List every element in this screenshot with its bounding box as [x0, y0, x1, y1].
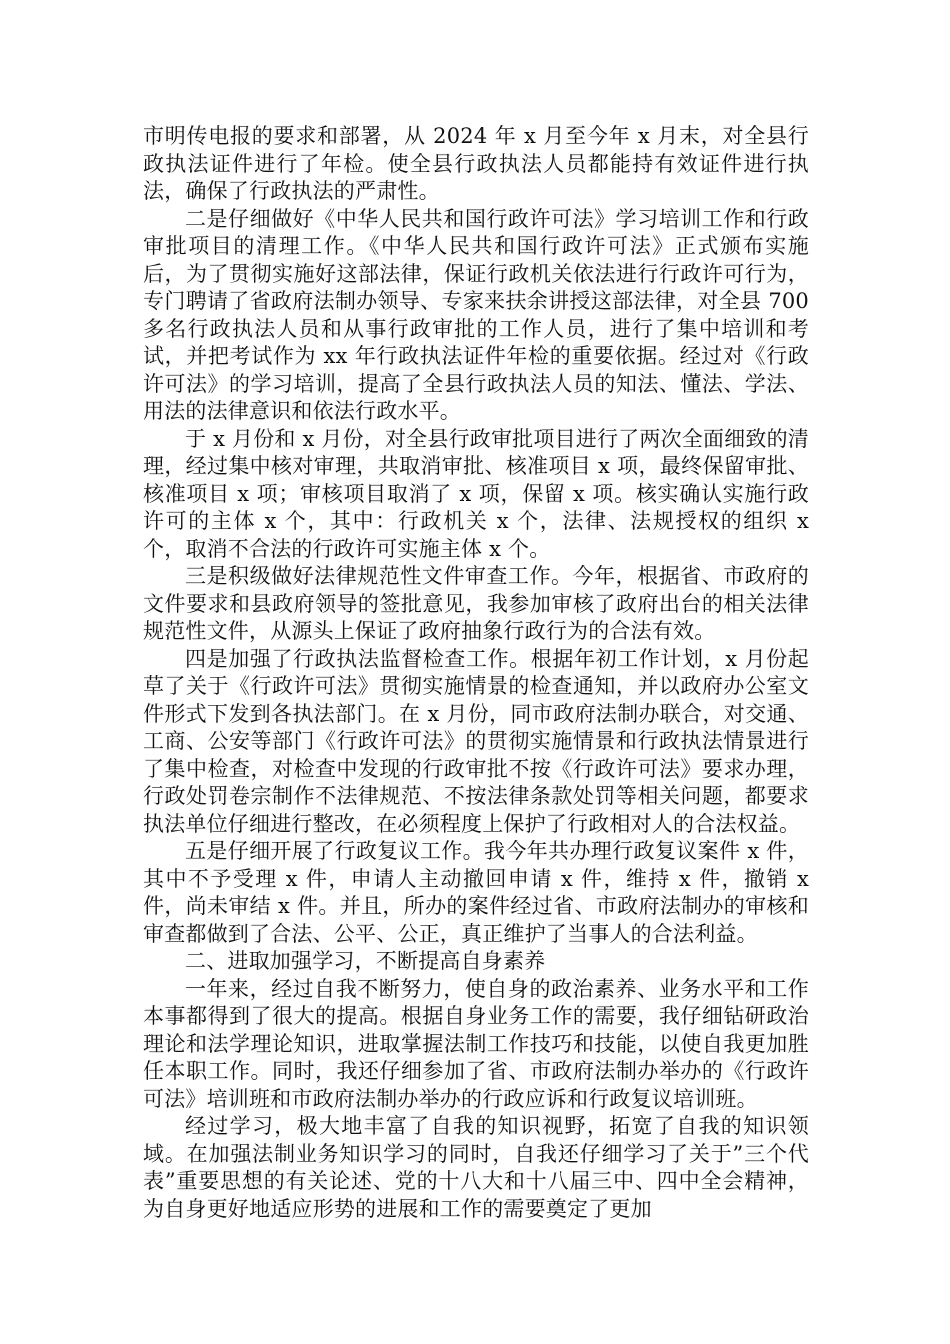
section-heading-study: 二、进取加强学习，不断提高自身素养 [185, 949, 546, 973]
paragraph-continuation: 市明传电报的要求和部署，从 2024 年 x 月至今年 x 月末，对全县行政执法证件进行了年检。使全县行政执法人员都能持有效证件进行执法，确保了行政执法的严肃性。 [143, 124, 809, 203]
paragraph-knowledge-expansion: 经过学习，极大地丰富了自我的知识视野，拓宽了自我的知识领域。在加强法制业务知识学习的同时，自我还仔细学习了关于”三个代表”重要思想的有关论述、党的十八大和十八届三中、四中全会精神，为自身更好地适应形势的进展和工作的需要奠定了更加 [143, 1114, 809, 1221]
paragraph-self-improvement: 一年来，经过自我不断努力，使自身的政治素养、业务水平和工作本事都得到了很大的提高。根据自身业务工作的需要，我仔细钻研政治理论和法学理论知识，进取掌握法制工作技巧和技能，以使自我更加胜任本职工作。同时，我还仔细参加了省、市政府法制办举办的《行政许可法》培训班和市政府法制办举办的行政应诉和行政复议培训班。 [143, 976, 809, 1111]
document-body [143, 123, 809, 1223]
paragraph-administrative-review: 五是仔细开展了行政复议工作。我今年共办理行政复议案件 x 件，其中不予受理 x 件，申请人主动撤回申请 x 件，维持 x 件，撤销 x 件，尚未审结 x 件。并且，所办的案件经过省、市政府法制办的审核和审查都做到了合法、公平、公正，真正维护了当事人的合法利益。 [143, 839, 809, 946]
paragraph-normative-document-review: 三是积级做好法律规范性文件审查工作。今年，根据省、市政府的文件要求和县政府领导的签批意见，我参加审核了政府出台的相关法律规范性文件，从源头上保证了政府抽象行政行为的合法有效。 [143, 564, 809, 643]
paragraph-approval-cleanup: 于 x 月份和 x 月份，对全县行政审批项目进行了两次全面细致的清理，经过集中核对审理，共取消审批、核准项目 x 项，最终保留审批、核准项目 x 项；审核项目取消了 x 项，保留 x 项。核实确认实施行政许可的主体 x 个，其中：行政机关 x 个，法律、法规授权的组织 x 个，取消不合法的行政许可实施主体 x 个。 [143, 426, 809, 561]
paragraph-enforcement-supervision: 四是加强了行政执法监督检查工作。根据年初工作计划，x 月份起草了关于《行政许可法》贯彻实施情景的检查通知，并以政府办公室文件形式下发到各执法部门。在 x 月份，同市政府法制办联合，对交通、工商、公安等部门《行政许可法》的贯彻实施情景和行政执法情景进行了集中检查，对检查中发现的行政审批不按《行政许可法》要求办理，行政处罚卷宗制作不法律规范、不按法律条款处罚等相关问题，都要求执法单位仔细进行整改，在必须程度上保护了行政相对人的合法权益。 [143, 646, 809, 836]
paragraph-licensing-law-training: 二是仔细做好《中华人民共和国行政许可法》学习培训工作和行政审批项目的清理工作。《中华人民共和国行政许可法》正式颁布实施后，为了贯彻实施好这部法律，保证行政机关依法进行行政许可行为，专门聘请了省政府法制办领导、专家来扶余讲授这部法律，对全县 700 多名行政执法人员和从事行政审批的工作人员，进行了集中培训和考试，并把考试作为 xx 年行政执法证件年检的重要依据。经过对《行政许可法》的学习培训，提高了全县行政执法人员的知法、懂法、学法、用法的法律意识和依法行政水平。 [143, 206, 809, 423]
